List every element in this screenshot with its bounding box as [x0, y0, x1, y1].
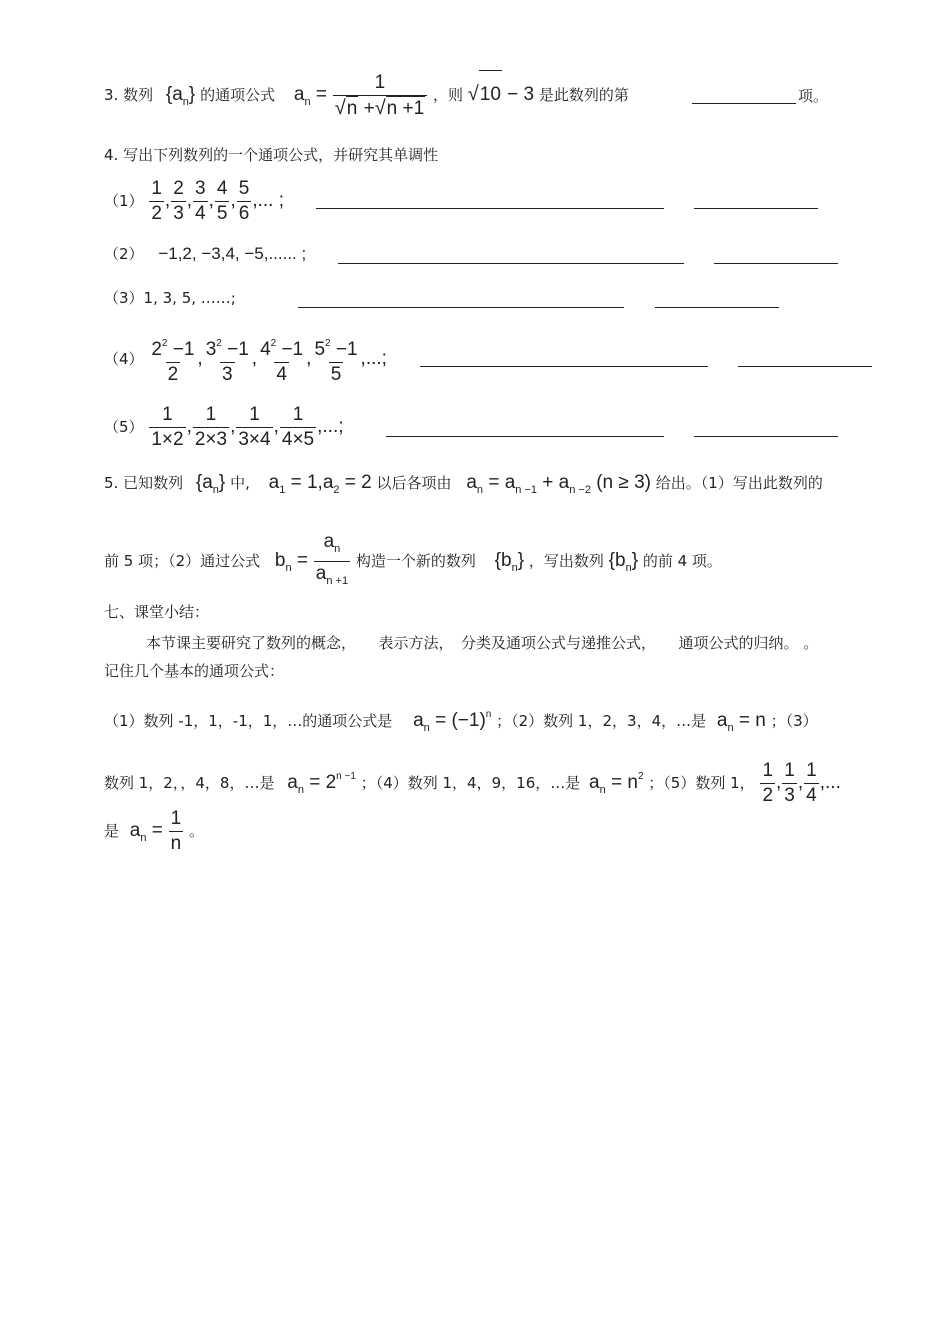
q3-fraction [333, 71, 427, 121]
comma-separator: , [230, 190, 236, 211]
q5-line-1 [104, 473, 823, 500]
formula-alternating: $a_n = (-1)^n$ [413, 709, 492, 734]
comma-separator: , [273, 416, 279, 437]
fraction-term: $\frac{3^2 -1}{3}$ [205, 338, 249, 385]
q5-mid: 以后各项由 [376, 474, 452, 492]
fraction-term: $\frac{1}{2}$ [762, 760, 774, 806]
q4-1-label: （1） [104, 192, 144, 210]
q3-prefix: 3. 数列 [104, 86, 154, 104]
q5-line2-end: 的前 4 项。 [642, 552, 722, 570]
comma-separator: , [208, 190, 214, 211]
comma-separator: , [306, 348, 312, 369]
q5-after: 给出。（1）写出此数列的 [655, 474, 823, 492]
formula-reciprocal-sequence [759, 760, 819, 806]
q5-recurrence: $a_n = a_{n -1} + a_{n -2}$ (n ≥ 3) [466, 472, 652, 496]
summary-l2-b: ；（4）数列 1，4，9，16，…是 [360, 774, 581, 792]
q5-prefix: 5. 已知数列 [104, 474, 184, 492]
summary-l1-b: ；（2）数列 1，2，3，4，…是 [496, 712, 707, 730]
comma-separator: , [251, 348, 258, 369]
comma-separator: , [197, 348, 203, 369]
q4-1-tail: ,... ; [252, 190, 285, 211]
summary-l1-a: （1）数列 -1，1，-1，1，…的通项公式是 [104, 712, 393, 730]
q4-1-formula-blank[interactable] [316, 208, 664, 209]
fraction-term: $\frac{1}{1\times 2}$ [151, 404, 184, 450]
fraction-term: $\frac{4}{5}$ [216, 178, 228, 224]
q3-end: 项。 [798, 87, 829, 105]
q4-2-label: （2） [104, 245, 144, 263]
q4-4-tail: ,...; [360, 348, 387, 369]
summary-line-1 [104, 705, 818, 738]
fraction-term: $\frac{1}{4}$ [806, 760, 817, 806]
q4-4-sequence [148, 338, 360, 385]
summary-l2-c: ；（5）数列 1， [648, 774, 755, 792]
q4-2-monotonic-blank[interactable] [714, 263, 838, 264]
q3-suffix: 是此数列的第 [538, 86, 629, 104]
fraction-term: $\frac{3}{4}$ [195, 178, 206, 224]
fraction-term: $\frac{2}{3}$ [173, 178, 184, 224]
q4-3-monotonic-blank[interactable] [655, 307, 779, 308]
formula-reciprocal-fraction: $\frac{1}{n}$ [170, 808, 182, 854]
q5-b-fraction: $\frac{a_n}{a_{n +1}}$ [314, 530, 350, 593]
q3-after: ，则 [432, 86, 463, 104]
q4-4-formula-blank[interactable] [420, 366, 708, 367]
comma-separator: , [186, 190, 193, 211]
q5-bseq: $\{b_n\}$ [494, 550, 525, 574]
q4-title: 4. 写出下列数列的一个通项公式，并研究其单调性 [104, 146, 439, 164]
comma-separator: , [164, 190, 171, 211]
q5-b-lhs: $b_n$ = [274, 550, 308, 574]
q4-5-monotonic-blank[interactable] [694, 436, 838, 437]
comma-separator: , [230, 416, 236, 437]
q4-4-label: （4） [104, 350, 144, 368]
summary-para-1: 本节课主要研究了数列的概念， 表示方法， 分类及通项公式与递推公式， 通项公式的归纳。 。 [146, 634, 819, 652]
q4-item-1 [104, 176, 284, 226]
q4-1-monotonic-blank[interactable] [694, 208, 818, 209]
fraction-term: $\frac{5^2 -1}{5}$ [314, 338, 358, 385]
q5-line2-mid: 构造一个新的数列 [355, 552, 476, 570]
q3-line [104, 70, 629, 126]
formula-squares: $a_n = n^2$ [589, 771, 644, 796]
formula-geometric: $a_n = 2^{n -1}$ [287, 771, 356, 796]
q5-line2-prefix: 前 5 项；（2）通过公式 [104, 552, 261, 570]
q4-5-formula-blank[interactable] [386, 436, 664, 437]
summary-heading: 七、课堂小结： [104, 603, 210, 621]
q4-item-3: （3）1, 3, 5, ……; [104, 289, 236, 307]
q4-5-label: （5） [104, 418, 144, 436]
q5-initial-terms: $a_1 = 1,a_2 = 2$ [268, 472, 372, 496]
q4-5-sequence [148, 404, 317, 450]
fraction-term: $\frac{1}{2\times 3}$ [194, 404, 228, 450]
q3-frac-num: 1 [374, 71, 386, 93]
comma-separator: , [776, 772, 782, 793]
formula-natural: $a_n = n$ [716, 710, 766, 734]
q4-5-tail: ,...; [317, 416, 344, 437]
q5-line-2 [104, 530, 722, 593]
q5-bseq-2: $\{b_n\}$ [608, 550, 639, 574]
q3-root-expr: √10 − 3 [468, 84, 534, 105]
fraction-term: $\frac{2^2 -1}{2}$ [151, 338, 195, 385]
summary-l1-c: ；（3） [770, 712, 818, 730]
q4-4-monotonic-blank[interactable] [738, 366, 872, 367]
q4-3-formula-blank[interactable] [298, 307, 624, 308]
summary-l3-a: 是 [104, 822, 120, 840]
q4-2-formula-blank[interactable] [338, 263, 684, 264]
summary-l3-end: 。 [189, 822, 205, 840]
summary-line-3 [104, 806, 204, 863]
summary-f5-tail: ,... [819, 772, 841, 793]
q4-item-4 [104, 332, 387, 387]
formula-reciprocal-lhs: $a_n$ = [129, 820, 163, 844]
fraction-term: $\frac{1}{3}$ [784, 760, 795, 806]
fraction-term: $\frac{1}{4\times 5}$ [281, 404, 315, 450]
q5-line2-after: ，写出数列 [528, 552, 604, 570]
fraction-term: $\frac{4^2 -1}{4}$ [260, 338, 304, 385]
q4-item-5 [104, 402, 344, 452]
q4-1-sequence [148, 178, 252, 224]
q3-seq: $\{a_n\}$ [165, 84, 196, 108]
q4-2-sequence: −1,2, −3,4, −5,...... ; [158, 244, 307, 263]
fraction-term: $\frac{1}{3\times 4}$ [238, 404, 271, 450]
fraction-term: $\frac{5}{6}$ [238, 178, 250, 224]
summary-l2-a: 数列 1，2，，4，8，…是 [104, 774, 275, 792]
q5-zhong: 中, [230, 474, 250, 492]
comma-separator: , [797, 772, 804, 793]
q4-item-2 [104, 244, 306, 264]
q3-lhs: $a_n$ = [293, 84, 327, 108]
fraction-term: $\frac{1}{2}$ [151, 178, 162, 224]
summary-para-2: 记住几个基本的通项公式： [104, 662, 285, 680]
summary-line-2 [104, 752, 841, 815]
q3-mid: 的通项公式 [200, 86, 276, 104]
q3-answer-blank[interactable] [692, 103, 796, 104]
comma-separator: , [186, 416, 192, 437]
q3-frac-den: √n +√n +1 [333, 95, 427, 121]
q5-seq: $\{a_n\}$ [195, 472, 226, 496]
